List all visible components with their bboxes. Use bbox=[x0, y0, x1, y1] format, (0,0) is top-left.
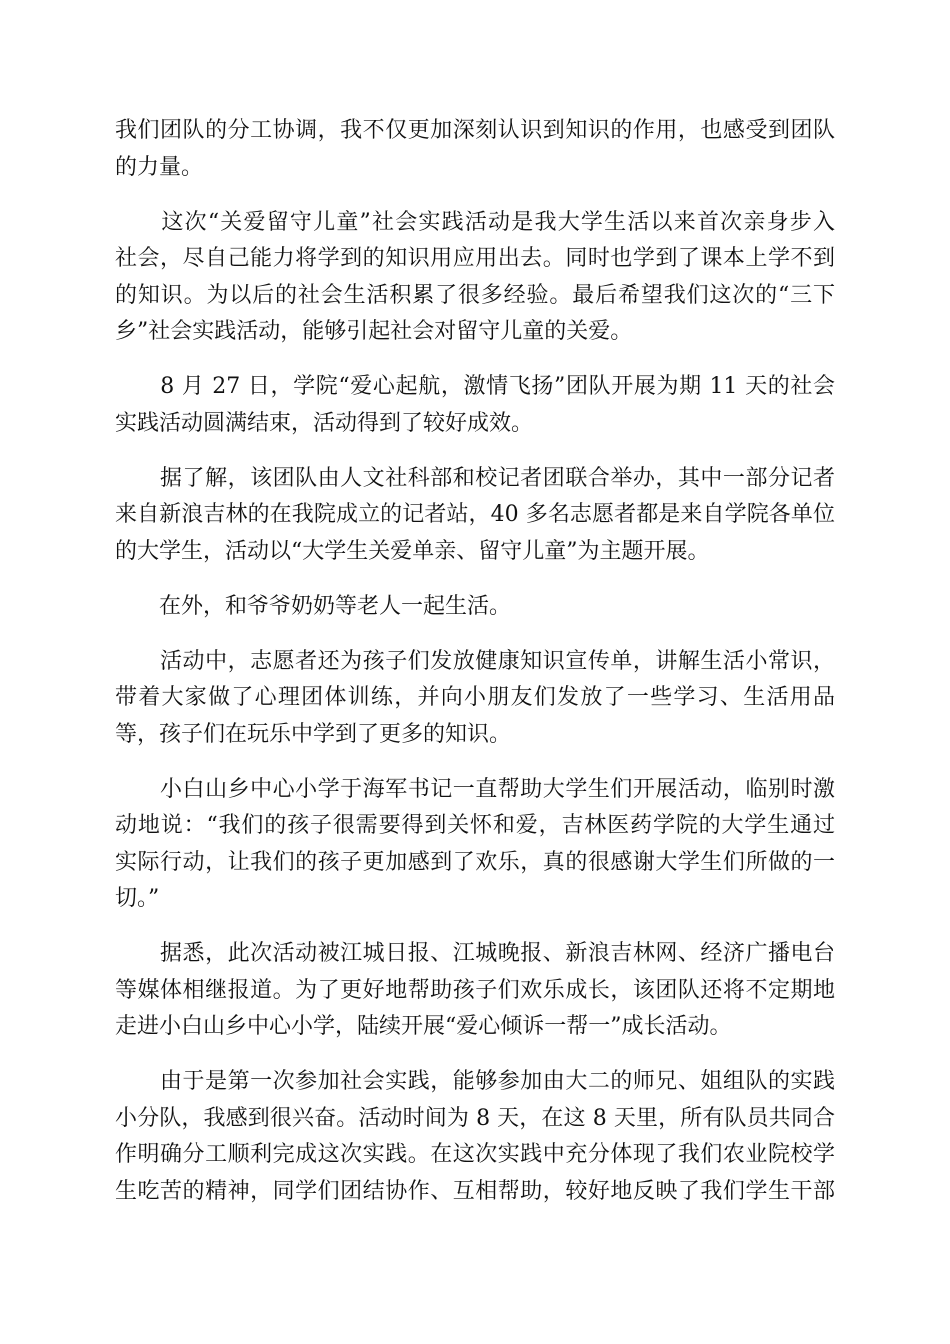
paragraph bbox=[115, 589, 835, 626]
text-line: 的力量。 bbox=[115, 154, 204, 180]
text-line: 据了解，该团队由人文社科部和校记者团联合举办，其中一部分记者 bbox=[115, 465, 835, 491]
paragraph bbox=[115, 1064, 835, 1210]
text-line: 的知识。为以后的社会生活积累了很多经验。最后希望我们这次的“三下 bbox=[115, 282, 835, 308]
paragraph bbox=[115, 113, 835, 186]
text-line: 的大学生，活动以“大学生关爱单亲、留守儿童”为主题开展。 bbox=[115, 538, 710, 564]
paragraph bbox=[115, 461, 835, 571]
paragraph bbox=[115, 205, 835, 351]
paragraph bbox=[115, 772, 835, 918]
text-line: 等媒体相继报道。为了更好地帮助孩子们欢乐成长，该团队还将不定期地 bbox=[115, 977, 835, 1003]
text-line: 我们团队的分工协调，我不仅更加深刻认识到知识的作用，也感受到团队 bbox=[115, 118, 835, 143]
paragraph bbox=[115, 936, 835, 1046]
paragraph bbox=[115, 644, 835, 754]
text-line: 生吃苦的精神，同学们团结协作、互相帮助，较好地反映了我们学生干部 bbox=[115, 1178, 835, 1204]
text-line: 等，孩子们在玩乐中学到了更多的知识。 bbox=[115, 721, 512, 747]
text-line: 实践活动圆满结束，活动得到了较好成效。 bbox=[115, 410, 534, 436]
text-line: 来自新浪吉林的在我院成立的记者站，40 多名志愿者都是来自学院各单位 bbox=[115, 502, 835, 527]
text-line: 作明确分工顺利完成这次实践。在这次实践中充分体现了我们农业院校学 bbox=[115, 1142, 835, 1167]
text-line: 实际行动，让我们的孩子更加感到了欢乐，真的很感谢大学生们所做的一 bbox=[115, 849, 835, 875]
text-line: 切。” bbox=[115, 886, 160, 911]
text-line: 由于是第一次参加社会实践，能够参加由大二的师兄、姐组队的实践 bbox=[115, 1069, 835, 1094]
text-line: 社会，尽自己能力将学到的知识用应用出去。同时也学到了课本上学不到 bbox=[115, 246, 835, 271]
text-line: 带着大家做了心理团体训练，并向小朋友们发放了一些学习、生活用品 bbox=[115, 685, 835, 710]
text-line: 乡”社会实践活动，能够引起社会对留守儿童的关爱。 bbox=[115, 319, 633, 344]
text-line: 动地说：“我们的孩子很需要得到关怀和爱，吉林医药学院的大学生通过 bbox=[115, 813, 835, 838]
text-line: 小分队，我感到很兴奋。活动时间为 8 天，在这 8 天里，所有队员共同合 bbox=[115, 1105, 835, 1131]
text-line: 据悉，此次活动被江城日报、江城晚报、新浪吉林网、经济广播电台 bbox=[115, 941, 835, 966]
text-line: 在外，和爷爷奶奶等老人一起生活。 bbox=[115, 593, 512, 619]
text-line: 8 月 27 日，学院“爱心起航，激情飞扬”团队开展为期 11 天的社会 bbox=[115, 374, 835, 399]
text-line: 小白山乡中心小学于海军书记一直帮助大学生们开展活动，临别时激 bbox=[115, 776, 835, 802]
text-line: 这次“关爱留守儿童”社会实践活动是我大学生活以来首次亲身步入 bbox=[115, 209, 835, 235]
text-line: 活动中，志愿者还为孩子们发放健康知识宣传单，讲解生活小常识， bbox=[115, 648, 835, 674]
text-line: 走进小白山乡中心小学，陆续开展“爱心倾诉一帮一”成长活动。 bbox=[115, 1014, 732, 1039]
paragraph bbox=[115, 369, 835, 442]
document-page bbox=[115, 113, 835, 1229]
